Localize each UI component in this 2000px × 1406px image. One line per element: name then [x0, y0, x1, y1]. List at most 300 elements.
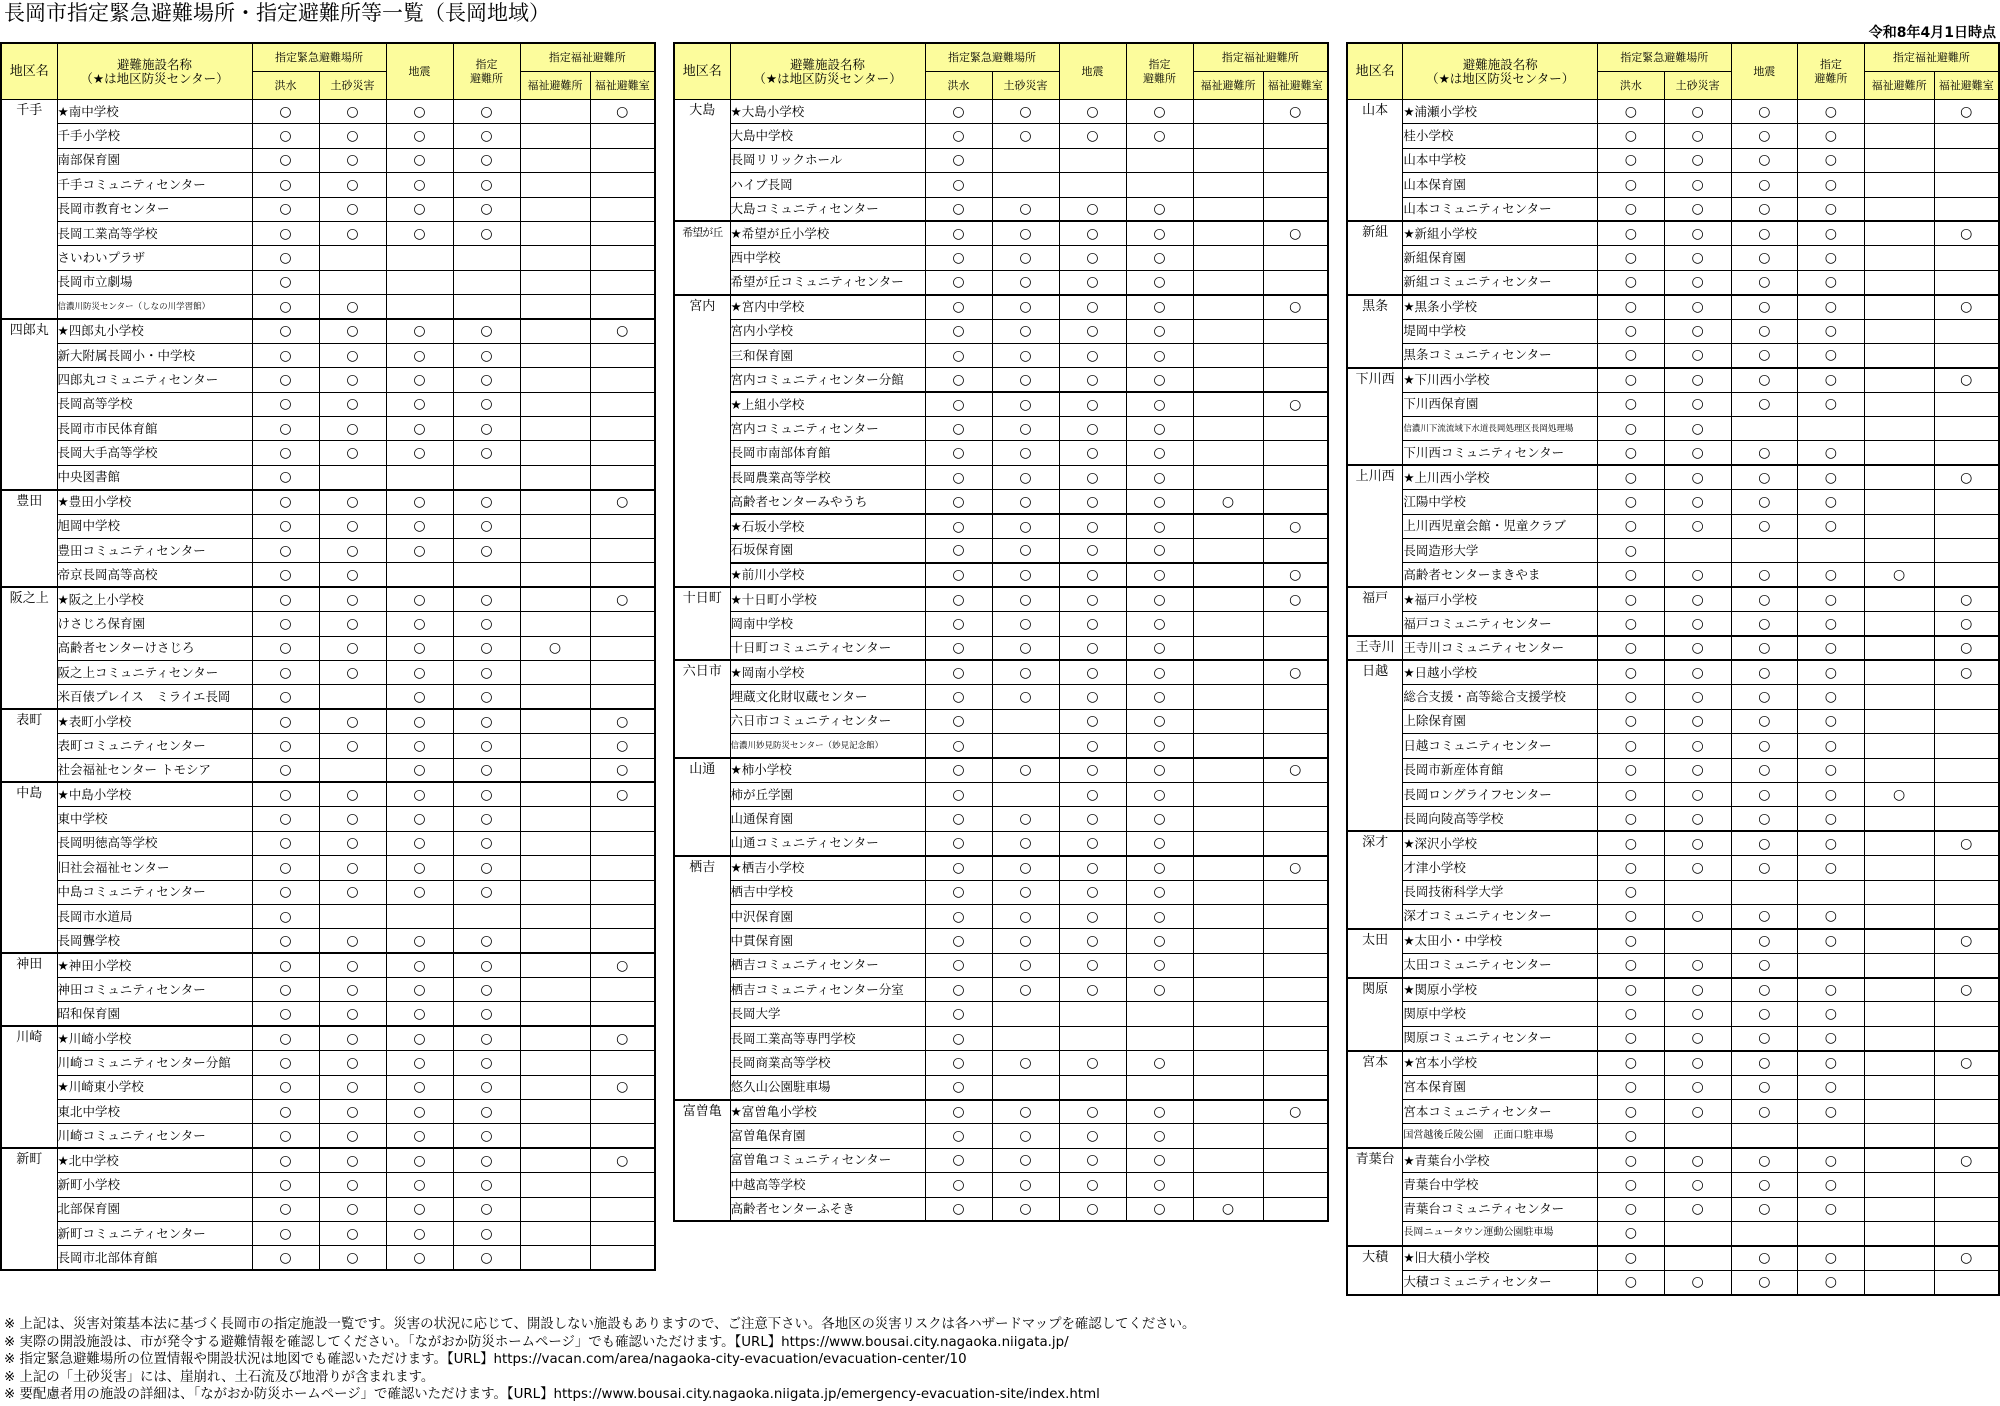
- designation-mark: ○: [453, 1002, 520, 1026]
- table-row: [674, 295, 1328, 319]
- empty-cell: [1934, 685, 1999, 709]
- designation-mark: ○: [1059, 1051, 1126, 1075]
- area-name-cell: 六日市: [674, 660, 730, 758]
- designation-mark: ○: [386, 490, 453, 514]
- designation-mark: ○: [1263, 587, 1328, 611]
- designation-mark: ○: [925, 246, 992, 270]
- facility-name-cell: 山通保育園: [730, 807, 925, 831]
- designation-mark: ○: [992, 124, 1059, 148]
- designation-mark: ○: [1059, 978, 1126, 1002]
- facility-name-cell: 西中学校: [730, 246, 925, 270]
- empty-cell: [992, 173, 1059, 197]
- designation-mark: ○: [1798, 1246, 1865, 1270]
- designation-mark: ○: [453, 124, 520, 148]
- empty-cell: [1193, 539, 1263, 563]
- facility-name-cell: 新大附属長岡小・中学校: [57, 343, 252, 367]
- table-row: [674, 148, 1328, 172]
- designation-mark: ○: [925, 124, 992, 148]
- table-row: [1347, 343, 1999, 367]
- empty-cell: [1798, 1124, 1865, 1148]
- designation-mark: ○: [386, 880, 453, 904]
- designation-mark: ○: [590, 100, 655, 124]
- designation-mark: ○: [925, 734, 992, 758]
- facility-name-cell: 長岡市水道局: [57, 904, 252, 928]
- designation-mark: ○: [252, 392, 319, 416]
- designation-mark: ○: [590, 1148, 655, 1172]
- facility-name-cell: 長岡市立劇場: [57, 270, 252, 294]
- designation-mark: ○: [1864, 563, 1934, 587]
- facility-name-cell: 神田コミュニティセンター: [57, 978, 252, 1002]
- designation-mark: ○: [252, 1173, 319, 1197]
- empty-cell: [1864, 539, 1934, 563]
- empty-cell: [520, 1148, 590, 1172]
- empty-cell: [520, 758, 590, 782]
- designation-mark: ○: [252, 660, 319, 684]
- empty-cell: [1864, 319, 1934, 343]
- designation-mark: ○: [453, 734, 520, 758]
- empty-cell: [1798, 1221, 1865, 1245]
- header-designated-shelter: [453, 43, 520, 100]
- empty-cell: [319, 246, 386, 270]
- table-row: [1, 1197, 655, 1221]
- footnote: ※ 上記の「土砂災害」には、崖崩れ、土石流及び地滑りが含まれます。: [4, 1369, 435, 1385]
- empty-cell: [520, 295, 590, 319]
- empty-cell: [1263, 1197, 1328, 1221]
- facility-name-cell: 日越コミュニティセンター: [1403, 734, 1598, 758]
- table-row: [1347, 465, 1999, 489]
- designation-mark: ○: [1798, 612, 1865, 636]
- designation-mark: ○: [1598, 612, 1665, 636]
- table-row: [1, 587, 655, 611]
- designation-mark: ○: [1126, 831, 1193, 855]
- empty-cell: [1263, 612, 1328, 636]
- designation-mark: ○: [252, 1002, 319, 1026]
- designation-mark: ○: [925, 197, 992, 221]
- designation-mark: ○: [453, 1051, 520, 1075]
- designation-mark: ○: [1598, 685, 1665, 709]
- area-name-cell: 関原: [1347, 978, 1403, 1051]
- empty-cell: [1934, 1075, 1999, 1099]
- facility-name-cell: 中貫保育園: [730, 929, 925, 953]
- empty-cell: [1864, 856, 1934, 880]
- designation-mark: ○: [453, 173, 520, 197]
- designation-mark: ○: [319, 734, 386, 758]
- table-row: [674, 856, 1328, 880]
- facility-name-cell: 大島コミュニティセンター: [730, 197, 925, 221]
- designation-mark: ○: [453, 587, 520, 611]
- designation-mark: ○: [1664, 100, 1731, 124]
- designation-mark: ○: [1126, 490, 1193, 514]
- designation-mark: ○: [1798, 709, 1865, 733]
- facility-name-cell: 高齢者センターまきやま: [1403, 563, 1598, 587]
- facility-name-cell: 下川西保育園: [1403, 392, 1598, 416]
- designation-mark: ○: [319, 880, 386, 904]
- table-row: [1347, 221, 1999, 245]
- empty-cell: [1193, 173, 1263, 197]
- empty-cell: [1263, 319, 1328, 343]
- designation-mark: ○: [1798, 807, 1865, 831]
- facility-name-cell: 宮内コミュニティセンター分館: [730, 368, 925, 392]
- designation-mark: ○: [1126, 807, 1193, 831]
- designation-mark: ○: [925, 295, 992, 319]
- designation-mark: ○: [1731, 1100, 1798, 1124]
- empty-cell: [520, 660, 590, 684]
- footnote: ※ 要配慮者用の施設の詳細は、「ながおか防災ホームページ」で確認いただけます。【URL】https://www.bousai.city.nagaoka.niigata.jp/emergency-evacuation-site/index.html: [4, 1387, 1100, 1403]
- designation-mark: ○: [1664, 1173, 1731, 1197]
- designation-mark: ○: [453, 831, 520, 855]
- facility-name-cell: 太田コミュニティセンター: [1403, 953, 1598, 977]
- empty-cell: [1193, 1002, 1263, 1026]
- designation-mark: ○: [1664, 417, 1731, 441]
- empty-cell: [1126, 1002, 1193, 1026]
- designation-mark: ○: [386, 539, 453, 563]
- designation-mark: ○: [386, 100, 453, 124]
- table-row: [1347, 1173, 1999, 1197]
- empty-cell: [520, 1197, 590, 1221]
- table-row: [1, 148, 655, 172]
- empty-cell: [1263, 1026, 1328, 1050]
- designation-mark: ○: [1598, 1124, 1665, 1148]
- designation-mark: ○: [319, 612, 386, 636]
- empty-cell: [1664, 1124, 1731, 1148]
- header-facility-name: [57, 43, 252, 100]
- facility-name-cell: ★宮内中学校: [730, 295, 925, 319]
- facility-name-cell: ★石坂小学校: [730, 514, 925, 538]
- designation-mark: ○: [453, 1197, 520, 1221]
- empty-cell: [1934, 782, 1999, 806]
- designation-mark: ○: [1059, 904, 1126, 928]
- designation-mark: ○: [590, 319, 655, 343]
- area-name-cell: 表町: [1, 709, 57, 782]
- designation-mark: ○: [319, 392, 386, 416]
- empty-cell: [1059, 148, 1126, 172]
- designation-mark: ○: [1798, 1051, 1865, 1075]
- empty-cell: [1934, 319, 1999, 343]
- table-row: [674, 1197, 1328, 1221]
- table-row: [674, 758, 1328, 782]
- designation-mark: ○: [252, 1075, 319, 1099]
- designation-mark: ○: [252, 539, 319, 563]
- designation-mark: ○: [925, 807, 992, 831]
- designation-mark: ○: [925, 368, 992, 392]
- table-body: [674, 100, 1328, 1222]
- table-row: [1, 417, 655, 441]
- empty-cell: [590, 1221, 655, 1245]
- empty-cell: [1864, 221, 1934, 245]
- empty-cell: [1263, 270, 1328, 294]
- designation-mark: ○: [1934, 1246, 1999, 1270]
- designation-mark: ○: [1598, 197, 1665, 221]
- designation-mark: ○: [1059, 831, 1126, 855]
- empty-cell: [1864, 270, 1934, 294]
- table-row: [1347, 904, 1999, 928]
- table-row: [1347, 636, 1999, 660]
- designation-mark: ○: [925, 831, 992, 855]
- table-row: [674, 1051, 1328, 1075]
- designation-mark: ○: [252, 343, 319, 367]
- empty-cell: [590, 807, 655, 831]
- designation-mark: ○: [1059, 880, 1126, 904]
- empty-cell: [1193, 1148, 1263, 1172]
- designation-mark: ○: [1598, 1270, 1665, 1294]
- facility-name-cell: ★関原小学校: [1403, 978, 1598, 1002]
- empty-cell: [590, 197, 655, 221]
- table-row: [674, 782, 1328, 806]
- empty-cell: [1864, 124, 1934, 148]
- facility-name-cell: 岡南中学校: [730, 612, 925, 636]
- designation-mark: ○: [252, 831, 319, 855]
- designation-mark: ○: [1126, 929, 1193, 953]
- table-row: [674, 465, 1328, 489]
- designation-mark: ○: [1598, 1075, 1665, 1099]
- designation-mark: ○: [386, 929, 453, 953]
- designation-mark: ○: [252, 514, 319, 538]
- facility-name-cell: 川崎コミュニティセンター分館: [57, 1051, 252, 1075]
- table-row: [1347, 1148, 1999, 1172]
- designation-mark: ○: [386, 1124, 453, 1148]
- header-welfare-room: 福祉避難室: [1263, 72, 1328, 100]
- designation-mark: ○: [1664, 807, 1731, 831]
- empty-cell: [1864, 173, 1934, 197]
- empty-cell: [590, 612, 655, 636]
- designation-mark: ○: [453, 319, 520, 343]
- facility-name-cell: 長岡聾学校: [57, 929, 252, 953]
- designation-mark: ○: [1059, 807, 1126, 831]
- empty-cell: [319, 904, 386, 928]
- table-row: [1347, 319, 1999, 343]
- empty-cell: [1864, 1173, 1934, 1197]
- table-row: [674, 392, 1328, 416]
- designation-mark: ○: [590, 953, 655, 977]
- table-row: [1, 758, 655, 782]
- empty-cell: [1193, 929, 1263, 953]
- empty-cell: [1263, 539, 1328, 563]
- facility-name-cell: 帝京長岡高等高校: [57, 563, 252, 587]
- area-name-cell: 神田: [1, 953, 57, 1026]
- empty-cell: [1193, 441, 1263, 465]
- designation-mark: ○: [453, 782, 520, 806]
- table-row: [674, 1075, 1328, 1099]
- designation-mark: ○: [1598, 978, 1665, 1002]
- designation-mark: ○: [1664, 221, 1731, 245]
- designation-mark: ○: [1598, 441, 1665, 465]
- designation-mark: ○: [386, 685, 453, 709]
- designation-mark: ○: [1798, 831, 1865, 855]
- facility-name-cell: ★福戸小学校: [1403, 587, 1598, 611]
- designation-mark: ○: [1598, 368, 1665, 392]
- designation-mark: ○: [1664, 441, 1731, 465]
- table-row: [1, 539, 655, 563]
- designation-mark: ○: [1731, 734, 1798, 758]
- table-row: [674, 270, 1328, 294]
- empty-cell: [1193, 563, 1263, 587]
- table-row: [1, 295, 655, 319]
- table-row: [1, 636, 655, 660]
- area-name-cell: 富曽亀: [674, 1100, 730, 1222]
- designation-mark: ○: [1059, 197, 1126, 221]
- facility-name-cell: ★北中学校: [57, 1148, 252, 1172]
- empty-cell: [453, 904, 520, 928]
- empty-cell: [1263, 734, 1328, 758]
- facility-name-cell: 山本中学校: [1403, 148, 1598, 172]
- designation-mark: ○: [992, 612, 1059, 636]
- designation-mark: ○: [386, 417, 453, 441]
- designation-mark: ○: [1798, 295, 1865, 319]
- empty-cell: [1263, 465, 1328, 489]
- designation-mark: ○: [992, 1100, 1059, 1124]
- designation-mark: ○: [1664, 343, 1731, 367]
- designation-mark: ○: [925, 514, 992, 538]
- empty-cell: [1193, 124, 1263, 148]
- designation-mark: ○: [252, 1100, 319, 1124]
- empty-cell: [520, 1002, 590, 1026]
- area-name-cell: 新町: [1, 1148, 57, 1270]
- facility-name-cell: ★浦瀬小学校: [1403, 100, 1598, 124]
- designation-mark: ○: [925, 758, 992, 782]
- designation-mark: ○: [453, 709, 520, 733]
- empty-cell: [520, 856, 590, 880]
- table-row: [1, 734, 655, 758]
- table-row: [674, 660, 1328, 684]
- designation-mark: ○: [252, 929, 319, 953]
- empty-cell: [590, 880, 655, 904]
- designation-mark: ○: [252, 221, 319, 245]
- table-row: [674, 124, 1328, 148]
- facility-name-cell: ★旧大積小学校: [1403, 1246, 1598, 1270]
- area-name-cell: 山本: [1347, 100, 1403, 222]
- footnote: ※ 指定緊急避難場所の位置情報や開設状況は地図でも確認いただけます。【URL】https://vacan.com/area/nagaoka-city-evacuation/evacuation-center/10: [4, 1352, 967, 1368]
- designation-mark: ○: [1126, 1124, 1193, 1148]
- designation-mark: ○: [453, 978, 520, 1002]
- designation-mark: ○: [1731, 612, 1798, 636]
- empty-cell: [520, 880, 590, 904]
- designation-mark: ○: [1798, 1197, 1865, 1221]
- designation-mark: ○: [1798, 173, 1865, 197]
- facility-name-cell: ★中島小学校: [57, 782, 252, 806]
- empty-cell: [1864, 587, 1934, 611]
- designation-mark: ○: [319, 782, 386, 806]
- designation-mark: ○: [1059, 246, 1126, 270]
- designation-mark: ○: [319, 124, 386, 148]
- empty-cell: [1864, 831, 1934, 855]
- header-welfare-room: 福祉避難室: [1934, 72, 1999, 100]
- designation-mark: ○: [1731, 929, 1798, 953]
- designation-mark: ○: [386, 441, 453, 465]
- facility-name-cell: 北部保育園: [57, 1197, 252, 1221]
- designation-mark: ○: [386, 758, 453, 782]
- table-row: [1347, 441, 1999, 465]
- empty-cell: [590, 636, 655, 660]
- facility-name-cell: 長岡リリックホール: [730, 148, 925, 172]
- empty-cell: [1126, 1026, 1193, 1050]
- empty-cell: [520, 929, 590, 953]
- designation-mark: ○: [1664, 148, 1731, 172]
- designation-mark: ○: [319, 368, 386, 392]
- facility-name-cell: ★前川小学校: [730, 563, 925, 587]
- designation-mark: ○: [1059, 221, 1126, 245]
- empty-cell: [590, 978, 655, 1002]
- empty-cell: [1934, 173, 1999, 197]
- designation-mark: ○: [1731, 636, 1798, 660]
- designation-mark: ○: [992, 246, 1059, 270]
- shelter-table-panel-3: [1346, 42, 2000, 1296]
- table-row: [1, 270, 655, 294]
- empty-cell: [1934, 490, 1999, 514]
- designation-mark: ○: [1664, 856, 1731, 880]
- designation-mark: ○: [252, 465, 319, 489]
- header-designated-shelter: [1126, 43, 1193, 100]
- designation-mark: ○: [1934, 636, 1999, 660]
- designation-mark: ○: [1664, 758, 1731, 782]
- table-row: [1347, 685, 1999, 709]
- designation-mark: ○: [1598, 173, 1665, 197]
- designation-mark: ○: [1934, 368, 1999, 392]
- table-row: [674, 929, 1328, 953]
- empty-cell: [520, 1100, 590, 1124]
- designation-mark: ○: [1731, 124, 1798, 148]
- designation-mark: ○: [1934, 1051, 1999, 1075]
- designation-mark: ○: [1598, 807, 1665, 831]
- designation-mark: ○: [1263, 514, 1328, 538]
- facility-name-cell: 宮本保育園: [1403, 1075, 1598, 1099]
- designation-mark: ○: [252, 124, 319, 148]
- empty-cell: [590, 1051, 655, 1075]
- table-row: [1, 197, 655, 221]
- designation-mark: ○: [925, 100, 992, 124]
- designation-mark: ○: [1731, 1197, 1798, 1221]
- empty-cell: [1934, 124, 1999, 148]
- area-name-cell: 栖吉: [674, 856, 730, 1100]
- designation-mark: ○: [590, 782, 655, 806]
- empty-cell: [1864, 636, 1934, 660]
- designation-mark: ○: [319, 441, 386, 465]
- designation-mark: ○: [992, 807, 1059, 831]
- designation-mark: ○: [925, 173, 992, 197]
- table-row: [1, 343, 655, 367]
- designation-mark: ○: [1731, 709, 1798, 733]
- designation-mark: ○: [1598, 270, 1665, 294]
- designation-mark: ○: [1798, 197, 1865, 221]
- designation-mark: ○: [1126, 978, 1193, 1002]
- area-name-cell: 宮本: [1347, 1051, 1403, 1149]
- designation-mark: ○: [1126, 685, 1193, 709]
- empty-cell: [1193, 295, 1263, 319]
- designation-mark: ○: [1798, 343, 1865, 367]
- designation-mark: ○: [1798, 904, 1865, 928]
- empty-cell: [1864, 1148, 1934, 1172]
- designation-mark: ○: [319, 587, 386, 611]
- area-name-cell: 山通: [674, 758, 730, 856]
- table-row: [1, 1148, 655, 1172]
- designation-mark: ○: [453, 685, 520, 709]
- designation-mark: ○: [1664, 295, 1731, 319]
- empty-cell: [1193, 1124, 1263, 1148]
- empty-cell: [520, 978, 590, 1002]
- facility-name-cell: 長岡市新産体育館: [1403, 758, 1598, 782]
- designation-mark: ○: [1059, 1173, 1126, 1197]
- designation-mark: ○: [1126, 100, 1193, 124]
- designation-mark: ○: [1126, 1197, 1193, 1221]
- facility-name-cell: 四郎丸コミュニティセンター: [57, 368, 252, 392]
- area-name-cell: 黒条: [1347, 295, 1403, 368]
- facility-name-cell: 川崎コミュニティセンター: [57, 1124, 252, 1148]
- designation-mark: ○: [453, 807, 520, 831]
- designation-mark: ○: [1059, 124, 1126, 148]
- empty-cell: [520, 197, 590, 221]
- facility-name-cell: 十日町コミュニティセンター: [730, 636, 925, 660]
- facility-name-cell: 上川西児童会館・児童クラブ: [1403, 514, 1598, 538]
- table-row: [1, 953, 655, 977]
